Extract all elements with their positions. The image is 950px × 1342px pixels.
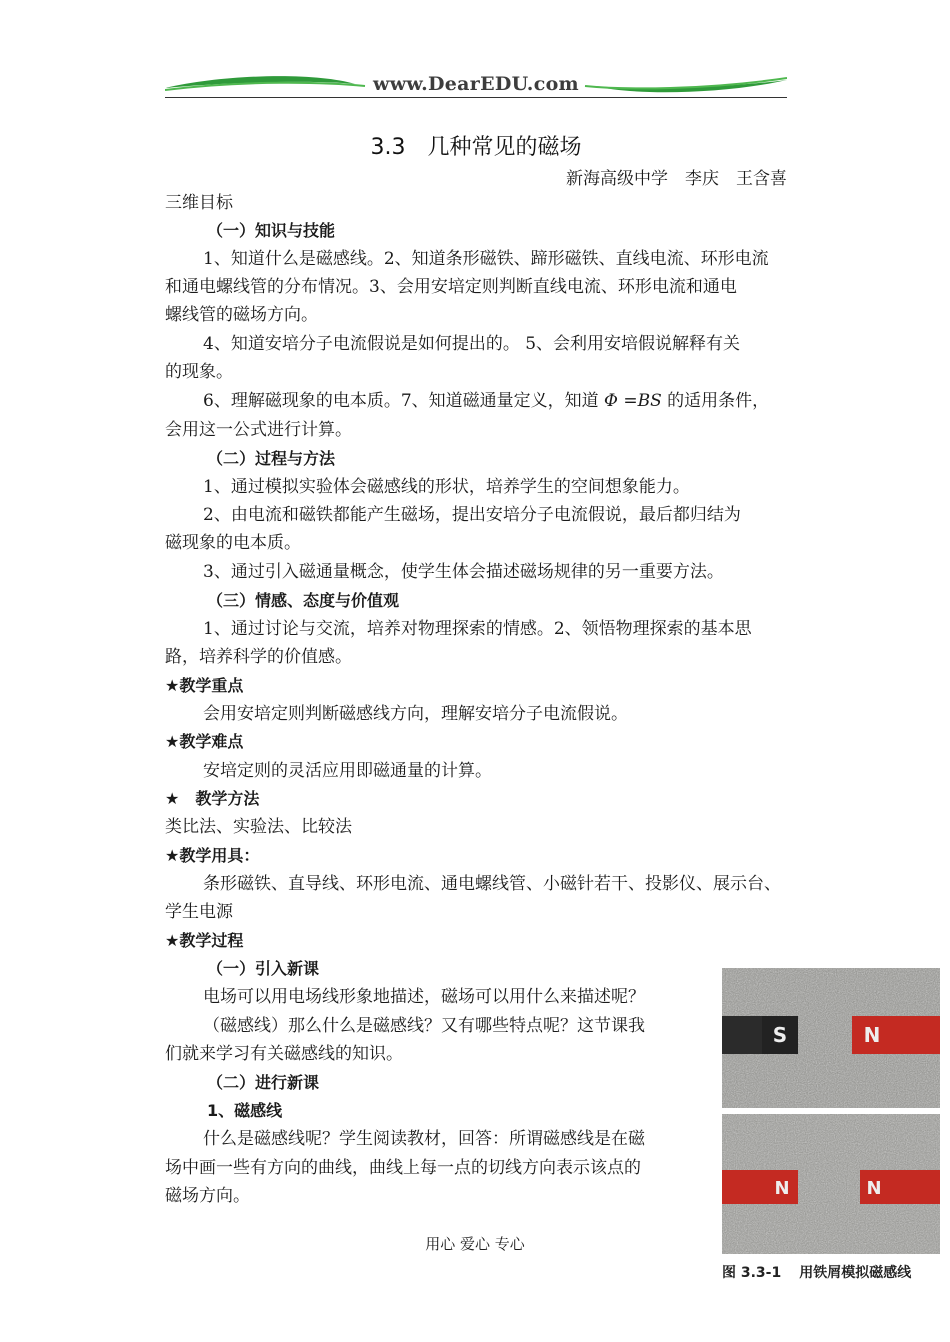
- key-points-heading: ★教学重点: [165, 676, 244, 695]
- magnet-label-n: N: [863, 1023, 881, 1047]
- formula: Φ =BS: [604, 391, 662, 411]
- authors: 新海高级中学 李庆 王含喜: [566, 169, 787, 189]
- paragraph-line: 场中画一些有方向的曲线，曲线上每一点的切线方向表示该点的: [165, 1158, 641, 1178]
- text-span: 的适用条件，: [661, 391, 770, 411]
- magnet-label-s: S: [772, 1023, 788, 1047]
- process-heading: ★教学过程: [165, 931, 244, 950]
- document-title: 3.3 几种常见的磁场: [370, 135, 582, 160]
- section-process-heading: （二）过程与方法: [207, 449, 336, 468]
- paragraph-line: 1、通过讨论与交流，培养对物理探索的情感。2、领悟物理探索的基本思: [203, 619, 752, 639]
- magnetic-lines-subheading: 1、磁感线: [207, 1101, 283, 1120]
- paragraph-line: 3、通过引入磁通量概念，使学生体会描述磁场规律的另一重要方法。: [203, 562, 724, 582]
- figure-caption: [722, 1262, 940, 1282]
- paragraph-line: 安培定则的灵活应用即磁通量的计算。: [203, 761, 492, 781]
- paragraph-line: 的现象。: [165, 362, 233, 382]
- paragraph-line: 会用这一公式进行计算。: [165, 420, 352, 440]
- paragraph-line: 类比法、实验法、比较法: [165, 817, 352, 837]
- paragraph-line: 磁现象的电本质。: [165, 533, 301, 553]
- paragraph-line: 们就来学习有关磁感线的知识。: [165, 1044, 403, 1064]
- page-footer: 用心 爱心 专心: [425, 1235, 525, 1253]
- paragraph-line: 1、通过模拟实验体会磁感线的形状，培养学生的空间想象能力。: [203, 477, 690, 497]
- paragraph-line: 1、知道什么是磁感线。2、知道条形磁铁、蹄形磁铁、直线电流、环形电流: [203, 249, 769, 269]
- goals-heading: 三维目标: [165, 193, 233, 213]
- text-span: 6、理解磁现象的电本质。7、知道磁通量定义，知道: [203, 391, 605, 411]
- paragraph-line: 什么是磁感线呢？学生阅读教材，回答：所谓磁感线是在磁: [203, 1129, 645, 1149]
- paragraph-line: 学生电源: [165, 902, 233, 922]
- paragraph-line: 螺线管的磁场方向。: [165, 305, 318, 325]
- section-emotion-heading: （三）情感、态度与价值观: [207, 591, 400, 610]
- iron-filings-photo: [722, 968, 940, 1254]
- paragraph-line: （磁感线）那么什么是磁感线？又有哪些特点呢？这节课我: [203, 1016, 645, 1036]
- paragraph-line: 电场可以用电场线形象地描述，磁场可以用什么来描述呢？: [203, 987, 645, 1007]
- figure-number: 图 3.3-1: [722, 1265, 782, 1281]
- paragraph-line: 2、由电流和磁铁都能产生磁场，提出安培分子电流假说，最后都归结为: [203, 505, 741, 525]
- paragraph-line: 磁场方向。: [165, 1186, 250, 1206]
- paragraph-line: 和通电螺线管的分布情况。3、会用安培定则判断直线电流、环形电流和通电: [165, 277, 737, 297]
- section-knowledge-heading: （一）知识与技能: [207, 221, 336, 240]
- methods-heading: ★ 教学方法: [165, 789, 260, 808]
- paragraph-line: 条形磁铁、直导线、环形电流、通电螺线管、小磁针若干、投影仪、展示台、: [203, 874, 781, 894]
- intro-heading: （一）引入新课: [207, 959, 320, 978]
- header-rule: [165, 97, 787, 98]
- iron-filings-figure: [722, 968, 940, 1254]
- paragraph-line-formula: [203, 390, 769, 412]
- new-lesson-heading: （二）进行新课: [207, 1073, 320, 1092]
- paragraph-line: 4、知道安培分子电流假说是如何提出的。 5、会利用安培假说解释有关: [203, 334, 741, 354]
- figure-caption-text: 用铁屑模拟磁感线: [799, 1265, 912, 1281]
- paragraph-line: 路，培养科学的价值感。: [165, 647, 352, 667]
- site-logo-text: www.DearEDU.com: [373, 73, 579, 95]
- difficulties-heading: ★教学难点: [165, 732, 244, 751]
- magnet-label-n: N: [774, 1178, 790, 1199]
- paragraph-line: 会用安培定则判断磁感线方向，理解安培分子电流假说。: [203, 704, 628, 724]
- tools-heading: ★教学用具：: [165, 846, 260, 865]
- magnet-label-n: N: [866, 1178, 882, 1199]
